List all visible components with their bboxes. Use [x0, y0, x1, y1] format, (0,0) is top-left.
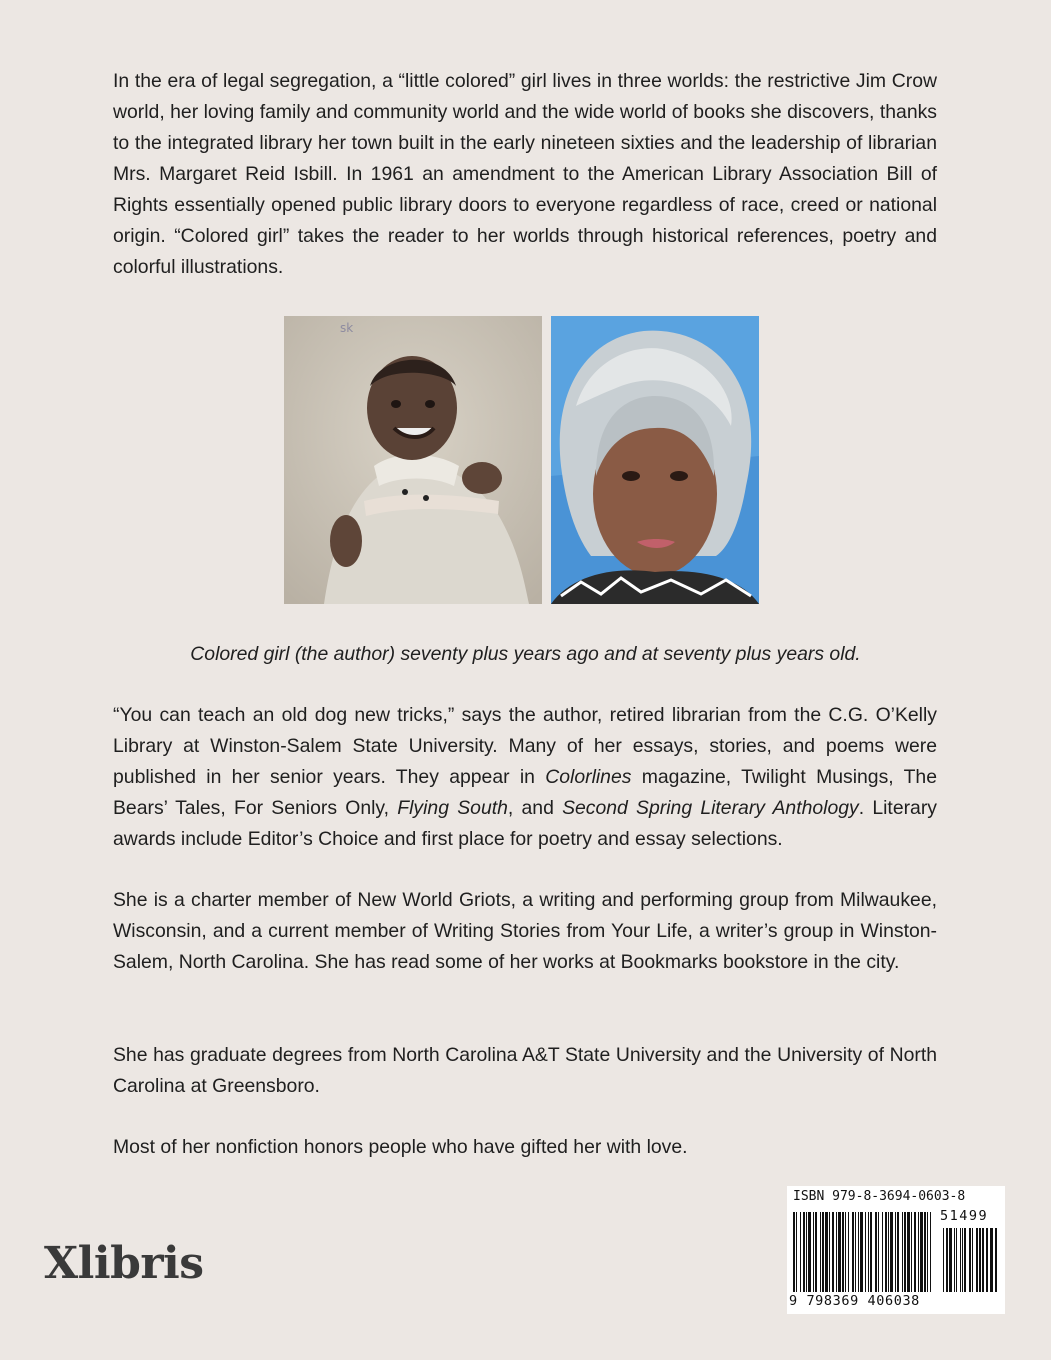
addon-bar — [943, 1228, 944, 1292]
barcode-bar — [806, 1212, 807, 1292]
barcode-bar — [914, 1212, 916, 1292]
addon-bar — [954, 1228, 955, 1292]
bio-paragraph-4: Most of her nonfiction honors people who have gifted her with love. — [113, 1136, 688, 1158]
addon-bar — [960, 1228, 961, 1292]
barcode-bar — [800, 1212, 801, 1292]
barcode-bar — [858, 1212, 859, 1292]
barcode-bar — [911, 1212, 912, 1292]
addon-bar — [964, 1228, 966, 1292]
barcode-bar — [842, 1212, 844, 1292]
addon-bar — [982, 1228, 984, 1292]
addon-bar — [979, 1228, 981, 1292]
barcode-bar — [897, 1212, 899, 1292]
bio-paragraph-3: She has graduate degrees from North Carolina A&T State University and the University of North Carolina at Greensboro. — [113, 1044, 937, 1097]
barcode-bar — [890, 1212, 893, 1292]
addon-bar — [976, 1228, 978, 1292]
barcode-bar — [820, 1212, 821, 1292]
barcode-bar — [895, 1212, 896, 1292]
barcode-bar — [918, 1212, 919, 1292]
barcode-addon: 51499 — [940, 1208, 989, 1224]
barcode-bar — [875, 1212, 877, 1292]
barcode-bar — [838, 1212, 841, 1292]
barcode-bar — [878, 1212, 879, 1292]
barcode-bar — [803, 1212, 805, 1292]
barcode-bar — [793, 1212, 795, 1292]
barcode-bar — [825, 1212, 828, 1292]
barcode-bar — [885, 1212, 887, 1292]
svg-text:sk: sk — [340, 321, 354, 335]
barcode-bar — [927, 1212, 928, 1292]
intro-paragraph: In the era of legal segregation, a “little colored” girl lives in three worlds: the restrictive Jim Crow world, her loving family and community world and the wide world of books she discovers, thanks to the integrated library her town built in the early nineteen sixties and the leadership of librarian Mrs. Margaret Reid Isbill. In 1961 an amendment to the American Library Association Bill of Rights essentially opened public library doors to everyone regardless of race, creed or national origin. “Colored girl” takes the reader to her worlds through historical references, poetry and colorful illustrations. — [113, 70, 937, 278]
barcode-digits: 9 798369 406038 — [789, 1293, 920, 1309]
addon-bar — [946, 1228, 948, 1292]
barcode-bar — [813, 1212, 814, 1292]
barcode-bar — [855, 1212, 856, 1292]
barcode-bar — [832, 1212, 834, 1292]
barcode-bar — [815, 1212, 817, 1292]
barcode-bar — [848, 1212, 849, 1292]
barcode-bar — [796, 1212, 797, 1292]
barcode-bar — [930, 1212, 931, 1292]
portrait-photo — [551, 316, 759, 604]
addon-bar — [962, 1228, 963, 1292]
bio-paragraph-1: “You can teach an old dog new tricks,” says the author, retired librarian from the C.G. O’Kelly Library at Winston-Salem State University. Many of her essays, stories, and poems were published in her senior years. They appear in Colorlines magazine, Twilight Musings, The Bears’ Tales, For Seniors Only, Flying South, and Second Spring Literary Anthology. Literary awards include Editor’s Choice and first place for poetry and essay selections. — [113, 704, 937, 850]
addon-bar — [990, 1228, 993, 1292]
barcode-bar — [907, 1212, 910, 1292]
baby-photo — [284, 316, 542, 604]
barcode-bar — [829, 1212, 830, 1292]
barcode-bar — [882, 1212, 883, 1292]
barcode-bar — [836, 1212, 837, 1292]
barcode-bar — [870, 1212, 872, 1292]
isbn-barcode — [787, 1186, 1005, 1314]
barcode-bar — [902, 1212, 903, 1292]
addon-bar — [956, 1228, 957, 1292]
photo-caption: Colored girl (the author) seventy plus years ago and at seventy plus years old. — [190, 643, 861, 665]
addon-bar — [995, 1228, 997, 1292]
barcode-bar — [808, 1212, 811, 1292]
barcode-bar — [924, 1212, 926, 1292]
barcode-bar — [865, 1212, 866, 1292]
barcode-bar — [852, 1212, 854, 1292]
barcode-bar — [904, 1212, 906, 1292]
barcode-bar — [845, 1212, 846, 1292]
barcode-bar — [920, 1212, 923, 1292]
barcode-bar — [868, 1212, 869, 1292]
barcode-bar — [888, 1212, 889, 1292]
addon-bar — [969, 1228, 971, 1292]
publisher-logo: Xlibris — [44, 1238, 204, 1289]
addon-bar — [986, 1228, 988, 1292]
addon-bar — [972, 1228, 973, 1292]
bio-paragraph-2: She is a charter member of New World Griots, a writing and performing group from Milwaukee, Wisconsin, and a current member of Writing Stories from Your Life, a writer’s group in Winston-Salem, North Carolina. She has read some of her works at Bookmarks bookstore in the city. — [113, 889, 937, 973]
barcode-bar — [860, 1212, 863, 1292]
addon-bar — [949, 1228, 952, 1292]
barcode-bar — [822, 1212, 824, 1292]
isbn-label: ISBN 979-8-3694-0603-8 — [793, 1189, 966, 1204]
